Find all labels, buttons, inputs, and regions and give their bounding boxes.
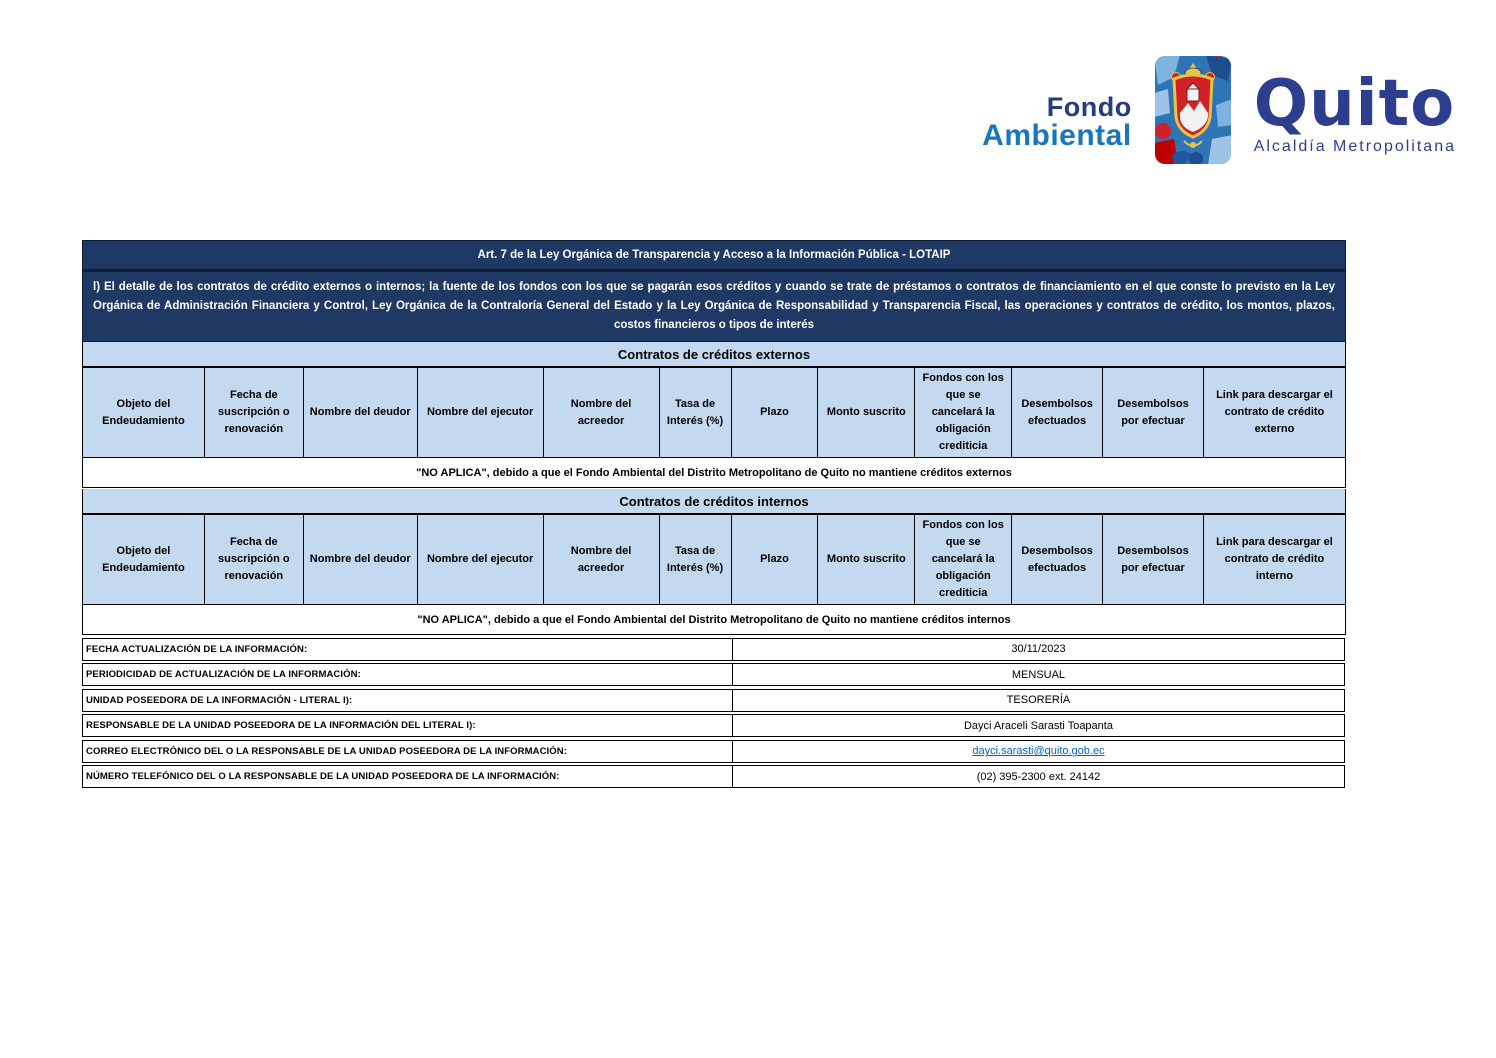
column-header-link-contrato-interno: Link para descargar el contrato de crédito interno <box>1203 515 1345 605</box>
metadata-value-responsable: Dayci Araceli Sarasti Toapanta <box>732 714 1345 737</box>
fondo-ambiental-logo-line2: Ambiental <box>982 118 1132 152</box>
column-header-tasa-interes: Tasa de Interés (%) <box>659 368 731 458</box>
metadata-rows <box>82 638 1346 789</box>
metadata-label: FECHA ACTUALIZACIÓN DE LA INFORMACIÓN: <box>82 638 733 661</box>
column-header-nombre-ejecutor: Nombre del ejecutor <box>417 515 543 605</box>
fondo-ambiental-logo <box>982 70 1132 151</box>
lotaip-document <box>82 240 1346 788</box>
column-header-plazo: Plazo <box>731 515 818 605</box>
column-header-nombre-acreedor: Nombre del acreedor <box>543 368 659 458</box>
column-header-desembolsos-efectuados: Desembolsos efectuados <box>1012 515 1103 605</box>
metadata-label: PERIODICIDAD DE ACTUALIZACIÓN DE LA INFORMACIÓN: <box>82 663 733 686</box>
no-aplica-externos-row: "NO APLICA", debido a que el Fondo Ambiental del Distrito Metropolitano de Quito no mantiene créditos externos <box>82 458 1346 488</box>
column-header-desembolsos-efectuados: Desembolsos efectuados <box>1012 368 1103 458</box>
column-header-desembolsos-por-efectuar: Desembolsos por efectuar <box>1103 368 1204 458</box>
metadata-label: UNIDAD POSEEDORA DE LA INFORMACIÓN - LITERAL l): <box>82 689 733 712</box>
metadata-value-fecha: 30/11/2023 <box>732 638 1345 661</box>
column-header-objeto-endeudamiento: Objeto del Endeudamiento <box>83 368 205 458</box>
fondo-ambiental-logo-line1: Fondo <box>1046 91 1132 122</box>
section-header-creditos-internos: Contratos de créditos internos <box>82 489 1346 514</box>
column-header-fondos-cancelara: Fondos con los que se cancelará la obligación crediticia <box>915 368 1012 458</box>
metadata-row-fecha-actualizacion <box>82 638 1346 661</box>
column-header-nombre-ejecutor: Nombre del ejecutor <box>417 368 543 458</box>
metadata-row-unidad-poseedora <box>82 689 1346 712</box>
metadata-value-correo <box>732 740 1345 763</box>
internal-credits-header-row <box>83 515 1346 605</box>
column-header-monto-suscrito: Monto suscrito <box>818 368 915 458</box>
quito-wordmark: Quito <box>1253 66 1456 141</box>
metadata-label: RESPONSABLE DE LA UNIDAD POSEEDORA DE LA INFORMACIÓN DEL LITERAL l): <box>82 714 733 737</box>
external-credits-header-row <box>83 368 1346 458</box>
column-header-fecha-suscripcion: Fecha de suscripción o renovación <box>204 515 303 605</box>
metadata-row-periodicidad <box>82 663 1346 686</box>
metadata-row-responsable <box>82 714 1346 737</box>
quito-logo <box>1254 64 1456 157</box>
metadata-value-periodicidad: MENSUAL <box>732 663 1345 686</box>
column-header-objeto-endeudamiento: Objeto del Endeudamiento <box>83 515 205 605</box>
column-header-fondos-cancelara: Fondos con los que se cancelará la obligación crediticia <box>915 515 1012 605</box>
metadata-label: NÚMERO TELEFÓNICO DEL O LA RESPONSABLE DE LA UNIDAD POSEEDORA DE LA INFORMACIÓN: <box>82 765 733 788</box>
internal-credits-header-table <box>82 514 1346 605</box>
brand-header <box>982 50 1456 170</box>
quito-crest-icon <box>1154 55 1232 165</box>
metadata-row-correo-electronico <box>82 740 1346 763</box>
metadata-row-numero-telefonico <box>82 765 1346 788</box>
external-credits-header-table <box>82 367 1346 458</box>
metadata-value-unidad: TESORERÍA <box>732 689 1345 712</box>
column-header-link-contrato-externo: Link para descargar el contrato de crédito externo <box>1203 368 1345 458</box>
section-header-creditos-externos: Contratos de créditos externos <box>82 342 1346 367</box>
document-title: Art. 7 de la Ley Orgánica de Transparencia y Acceso a la Información Pública - LOTAIP <box>82 240 1346 270</box>
metadata-value-telefono: (02) 395-2300 ext. 24142 <box>732 765 1345 788</box>
no-aplica-internos-row: "NO APLICA", debido a que el Fondo Ambiental del Distrito Metropolitano de Quito no mantiene créditos internos <box>82 605 1346 635</box>
column-header-desembolsos-por-efectuar: Desembolsos por efectuar <box>1103 515 1204 605</box>
responsable-email-link[interactable]: dayci.sarasti@quito.gob.ec <box>972 745 1105 758</box>
column-header-tasa-interes: Tasa de Interés (%) <box>659 515 731 605</box>
column-header-monto-suscrito: Monto suscrito <box>818 515 915 605</box>
column-header-nombre-deudor: Nombre del deudor <box>303 515 417 605</box>
metadata-label: CORREO ELECTRÓNICO DEL O LA RESPONSABLE DE LA UNIDAD POSEEDORA DE LA INFORMACIÓN: <box>82 740 733 763</box>
column-header-nombre-acreedor: Nombre del acreedor <box>543 515 659 605</box>
column-header-fecha-suscripcion: Fecha de suscripción o renovación <box>204 368 303 458</box>
literal-description: l) El detalle de los contratos de crédito externos o internos; la fuente de los fondos con los que se pagarán esos créditos y cuando se trate de préstamos o contratos de financiamiento en el que conste lo previsto en la Ley Orgánica de Administración Financiera y Control, Ley Orgánica de la Contraloría General del Estado y la Ley Orgánica de Responsabilidad y Transparencia Fiscal, las operaciones y contratos de crédito, los montos, plazos, costos financieros o tipos de interés <box>82 270 1346 342</box>
column-header-plazo: Plazo <box>731 368 818 458</box>
column-header-nombre-deudor: Nombre del deudor <box>303 368 417 458</box>
quito-subtitle: Alcaldía Metropolitana <box>1253 138 1456 156</box>
